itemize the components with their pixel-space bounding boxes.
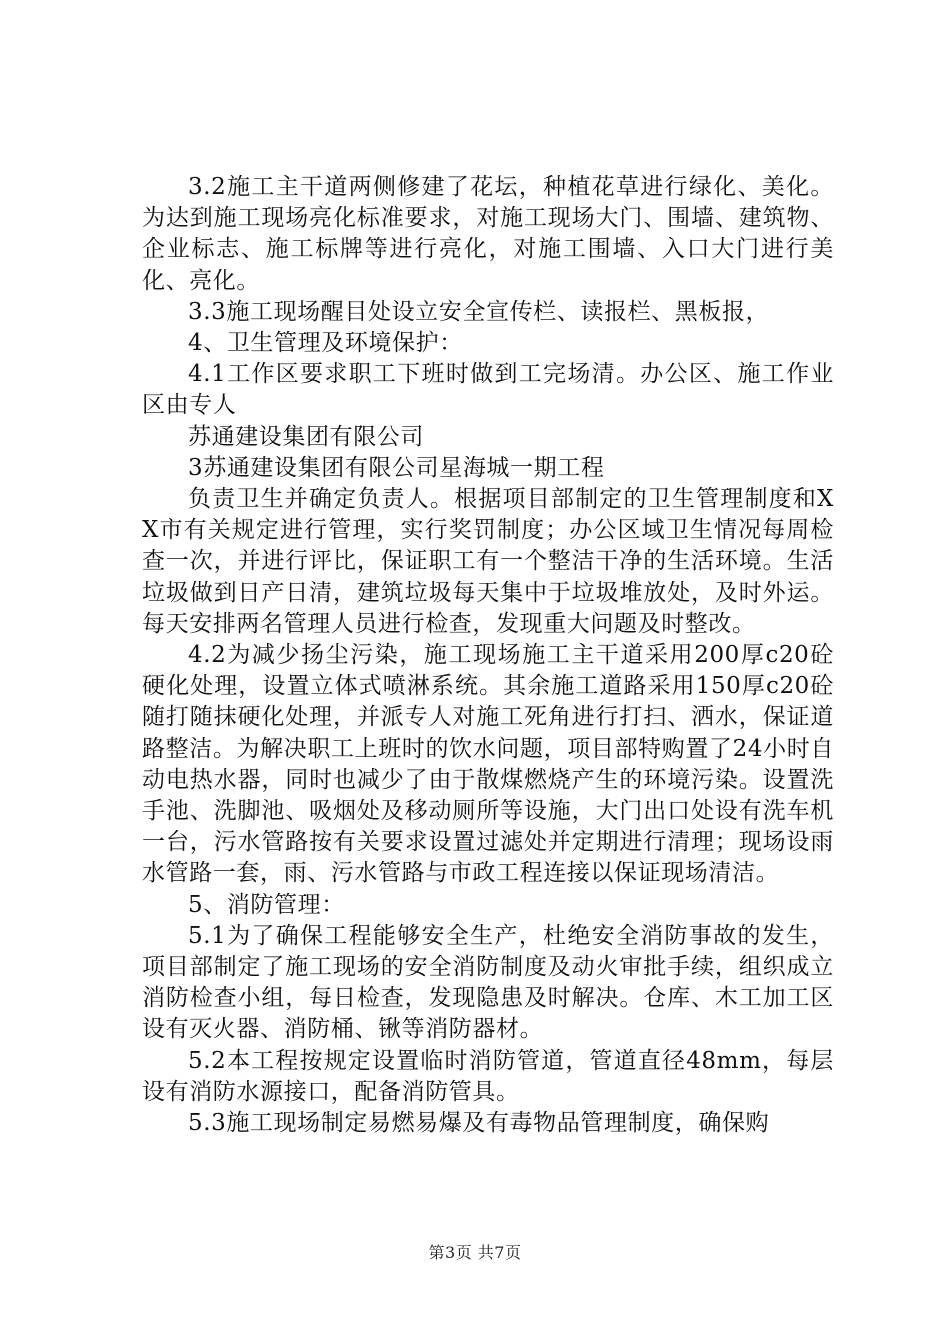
paragraph-5-2-fire-pipe: 5.2本工程按规定设置临时消防管道，管道直径48mm，每层设有消防水源接口，配备消防管具。 [142, 1047, 834, 1105]
page-number: 第3页 共7页 [428, 1243, 522, 1262]
heading-section-4-hygiene: 4、卫生管理及环境保护： [188, 330, 463, 357]
company-name-line: 苏通建设集团有限公司 [188, 423, 424, 450]
paragraph-3-3-bulletin: 3.3施工现场醒目处设立安全宣传栏、读报栏、黑板报， [188, 298, 770, 325]
paragraph-hygiene-responsibility: 负责卫生并确定负责人。根据项目部制定的卫生管理制度和XX市有关规定进行管理，实行奖罚制度；办公区域卫生情况每周检查一次，并进行评比，保证职工有一个整洁干净的生活环境。生活垃圾做到日产日清，建筑垃圾每天集中于垃圾堆放处，及时外运。每天安排两名管理人员进行检查，发现重大问题及时整改。 [142, 486, 834, 637]
paragraph-5-3-hazardous: 5.3施工现场制定易燃易爆及有毒物品管理制度，确保购 [188, 1110, 770, 1137]
paragraph-5-1-fire-safety: 5.1为了确保工程能够安全生产，杜绝安全消防事故的发生，项目部制定了施工现场的安全消防制度及动火审批手续，组织成立消防检查小组，每日检查，发现隐患及时解决。仓库、木工加工区设有灭火器、消防桶、锹等消防器材。 [142, 922, 834, 1043]
paragraph-3-2-greening: 3.2施工主干道两侧修建了花坛，种植花草进行绿化、美化。为达到施工现场亮化标准要求，对施工现场大门、围墙、建筑物、企业标志、施工标牌等进行亮化，对施工围墙、入口大门进行美化、亮化。 [142, 174, 834, 294]
heading-section-5-fire: 5、消防管理： [188, 891, 345, 918]
paragraph-4-2-dust-control: 4.2为减少扬尘污染，施工现场施工主干道采用200厚c20砼硬化处理，设置立体式喷淋系统。其余施工道路采用150厚c20砼随打随抹硬化处理，并派专人对施工死角进行打扫、洒水，保证道路整洁。为解决职工上班时的饮水问题，项目部特购置了24小时自动电热水器，同时也减少了由于散煤燃烧产生的环境污染。设置洗手池、洗脚池、吸烟处及移动厕所等设施，大门出口处设有洗车机一台，污水管路按有关要求设置过滤处并定期进行清理；现场设雨水管路一套，雨、污水管路与市政工程连接以保证现场清洁。 [142, 642, 834, 887]
project-name-line: 3苏通建设集团有限公司星海城一期工程 [188, 454, 605, 481]
paragraph-4-1-work-area: 4.1工作区要求职工下班时做到工完场清。办公区、施工作业区由专人 [142, 361, 834, 419]
document-body [142, 172, 834, 1139]
